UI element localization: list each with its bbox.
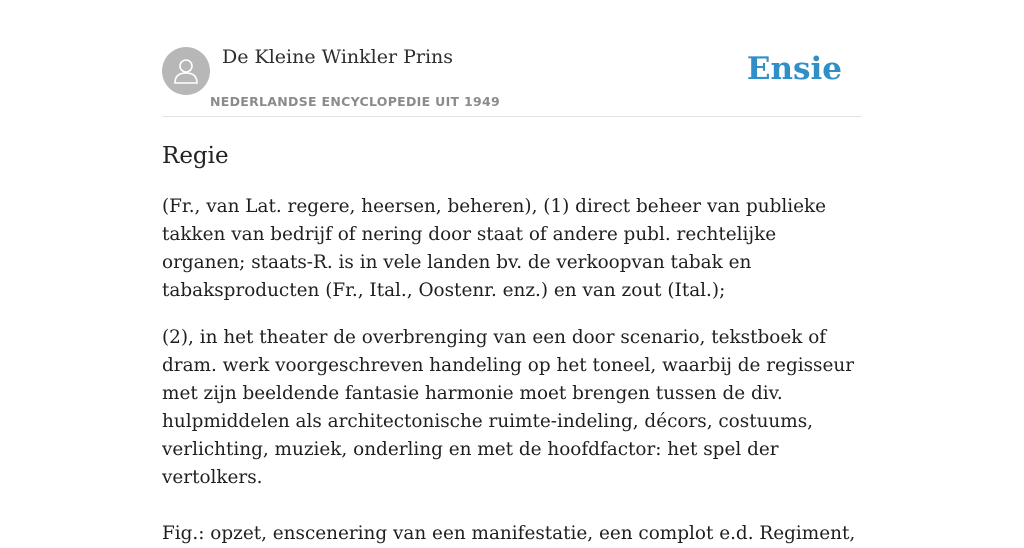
article-paragraph: (2), in het theater de overbrenging van een door scenario, tekstboek of dram. werk voorgeschreven handeling op het toneel, waarbij de regisseur met zijn beeldende fantasie harmonie moet brengen tussen de div. hulpmiddelen als architectonische ruimte-indeling, décors, costuums, verlichting, muziek, onderling en met de hoofdfactor: het spel der vertolkers.: [162, 327, 854, 488]
avatar[interactable]: [162, 47, 210, 95]
site-subtitle: NEDERLANDSE ENCYCLOPEDIE UIT 1949: [210, 94, 500, 109]
article-paragraph: (Fr., van Lat. regere, heersen, beheren), (1) direct beheer van publieke takken van bedrijf of nering door staat of andere publ. rechtelijke organen; staats-R. is in vele landen bv. de verkoopvan tabak en tabaksproducten (Fr., Ital., Oostenr. enz.) en van zout (Ital.);: [162, 196, 827, 301]
user-icon: [171, 56, 201, 86]
page: [162, 0, 862, 548]
article-title: Regie: [162, 143, 229, 169]
brand-logo[interactable]: Ensie: [746, 51, 842, 87]
header: [162, 0, 862, 117]
site-name[interactable]: De Kleine Winkler Prins: [222, 46, 454, 68]
article-paragraph: Fig.: opzet, enscenering van een manifestatie, een complot e.d. Regiment,: [162, 523, 856, 544]
